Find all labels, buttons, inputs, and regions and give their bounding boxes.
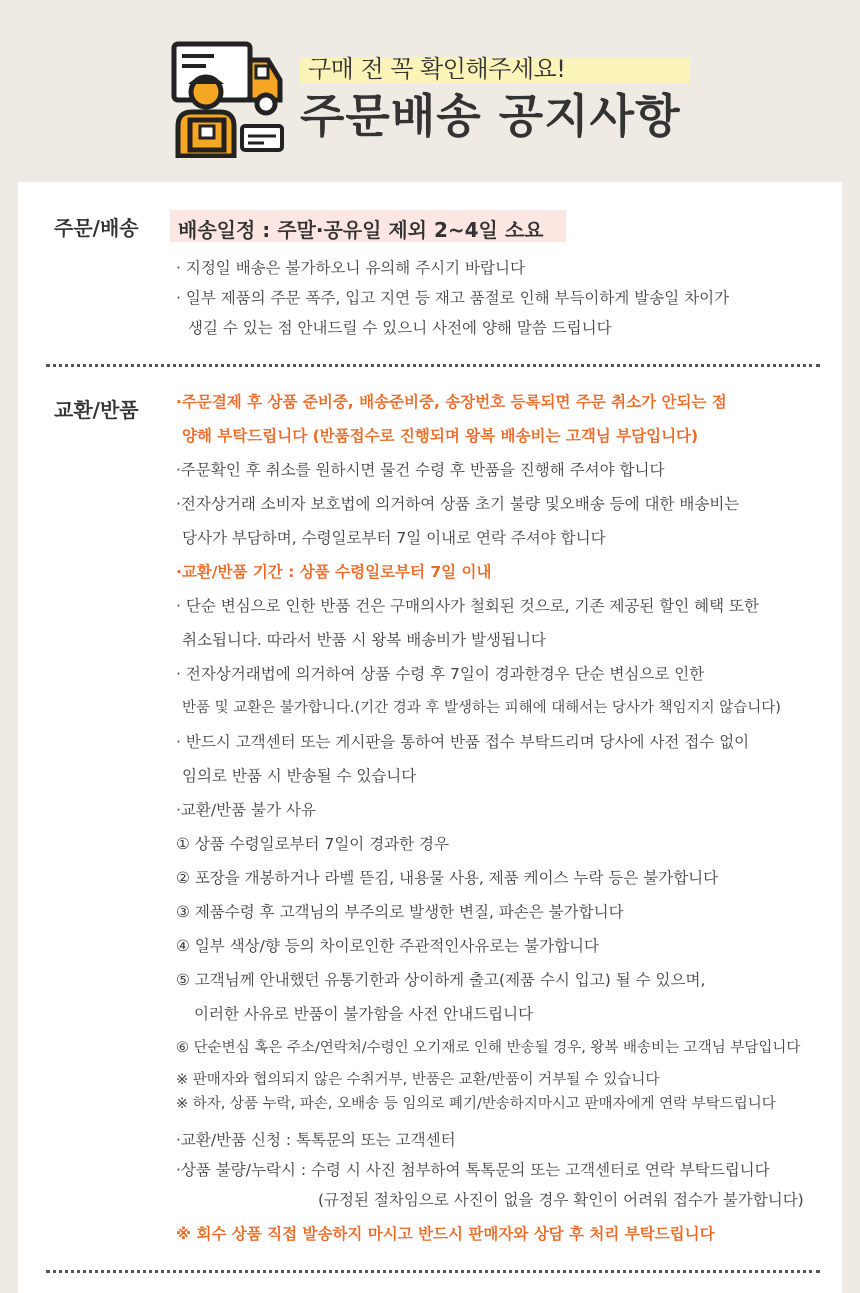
- exchange-line: ·교환/반품 신청 : 톡톡문의 또는 고객센터: [176, 1131, 456, 1149]
- exchange-line: ·주문결제 후 상품 준비중, 배송준비중, 송장번호 등록되면 주문 취소가 안되는 점: [176, 393, 727, 411]
- exchange-line: ·상품 불량/누락시 : 수령 시 사진 첨부하여 톡톡문의 또는 고객센터로 연락 부탁드립니다: [176, 1161, 770, 1179]
- notice-card: [18, 182, 842, 1293]
- exchange-line: 임의로 반품 시 반송될 수 있습니다: [182, 767, 417, 785]
- exchange-line: ·전자상거래 소비자 보호법에 의거하여 상품 초기 불량 및오배송 등에 대한 배송비는: [176, 495, 740, 513]
- delivery-schedule: 배송일정 : 주말·공유일 제외 2~4일 소요: [178, 218, 544, 242]
- notice-header: [0, 0, 860, 180]
- delivery-truck-person-icon: [168, 40, 288, 158]
- exchange-line: · 단순 변심으로 인한 반품 건은 구매의사가 철회된 것으로, 기존 제공된 할인 혜택 또한: [176, 597, 759, 615]
- divider: [46, 364, 820, 367]
- exchange-line: ③ 제품수령 후 고객님의 부주의로 발생한 변질, 파손은 불가합니다: [176, 903, 624, 921]
- order-line: · 일부 제품의 주문 폭주, 입고 지연 등 재고 품절로 인해 부득이하게 발송일 차이가: [176, 289, 730, 307]
- exchange-line: 당사가 부담하며, 수령일로부터 7일 이내로 연락 주셔야 합니다: [182, 529, 606, 547]
- exchange-line: ·교환/반품 불가 사유: [176, 801, 316, 819]
- exchange-line: ·교환/반품 기간 : 상품 수령일로부터 7일 이내: [176, 563, 492, 581]
- section-label-order: 주문/배송: [54, 216, 139, 240]
- exchange-line: ※ 회수 상품 직접 발송하지 마시고 반드시 판매자와 상담 후 처리 부탁드립니다: [176, 1225, 715, 1243]
- exchange-line: ※ 하자, 상품 누락, 파손, 오배송 등 임의로 폐기/반송하지마시고 판매자에게 연락 부탁드립니다: [176, 1096, 776, 1112]
- exchange-line: ② 포장을 개봉하거나 라벨 뜯김, 내용물 사용, 제품 케이스 누락 등은 불가합니다: [176, 869, 719, 887]
- exchange-line: ⑤ 고객님께 안내했던 유통기한과 상이하게 출고(제품 수시 입고) 될 수 있으며,: [176, 971, 706, 989]
- subtitle: 구매 전 꼭 확인해주세요!: [308, 55, 566, 83]
- exchange-line: 반품 및 교환은 불가합니다.(기간 경과 후 발생하는 피해에 대해서는 당사가 책임지지 않습니다): [182, 700, 781, 716]
- subtitle-block: [300, 54, 565, 84]
- order-line: · 지정일 배송은 불가하오니 유의해 주시기 바랍니다: [176, 259, 525, 277]
- page-title: 주문배송 공지사항: [300, 89, 681, 143]
- exchange-line: 이러한 사유로 반품이 불가함을 사전 안내드립니다: [194, 1005, 534, 1023]
- section-label-exchange: 교환/반품: [54, 398, 139, 422]
- exchange-line: ① 상품 수령일로부터 7일이 경과한 경우: [176, 835, 449, 853]
- exchange-line: ⑥ 단순변심 혹은 주소/연락처/수령인 오기재로 인해 반송될 경우, 왕복 배송비는 고객님 부담입니다: [176, 1040, 801, 1056]
- exchange-line: · 반드시 고객센터 또는 게시판을 통하여 반품 접수 부탁드리며 당사에 사전 접수 없이: [176, 733, 750, 751]
- order-line: 생길 수 있는 점 안내드릴 수 있으니 사전에 양해 말씀 드립니다: [188, 319, 612, 337]
- exchange-line: ※ 판매자와 협의되지 않은 수취거부, 반품은 교환/반품이 거부될 수 있습니다: [176, 1072, 660, 1088]
- exchange-line: 양해 부탁드립니다 (반품접수로 진행되며 왕복 배송비는 고객님 부담입니다): [182, 427, 699, 445]
- divider: [46, 1270, 820, 1273]
- exchange-line: (규정된 절차임으로 사진이 없을 경우 확인이 어려워 접수가 불가합니다): [318, 1191, 804, 1209]
- exchange-line: · 전자상거래법에 의거하여 상품 수령 후 7일이 경과한경우 단순 변심으로 인한: [176, 665, 705, 683]
- exchange-line: 취소됩니다. 따라서 반품 시 왕복 배송비가 발생됩니다: [182, 631, 546, 649]
- exchange-line: ④ 일부 색상/향 등의 차이로인한 주관적인사유로는 불가합니다: [176, 937, 600, 955]
- exchange-line: ·주문확인 후 취소를 원하시면 물건 수령 후 반품을 진행해 주셔야 합니다: [176, 461, 665, 479]
